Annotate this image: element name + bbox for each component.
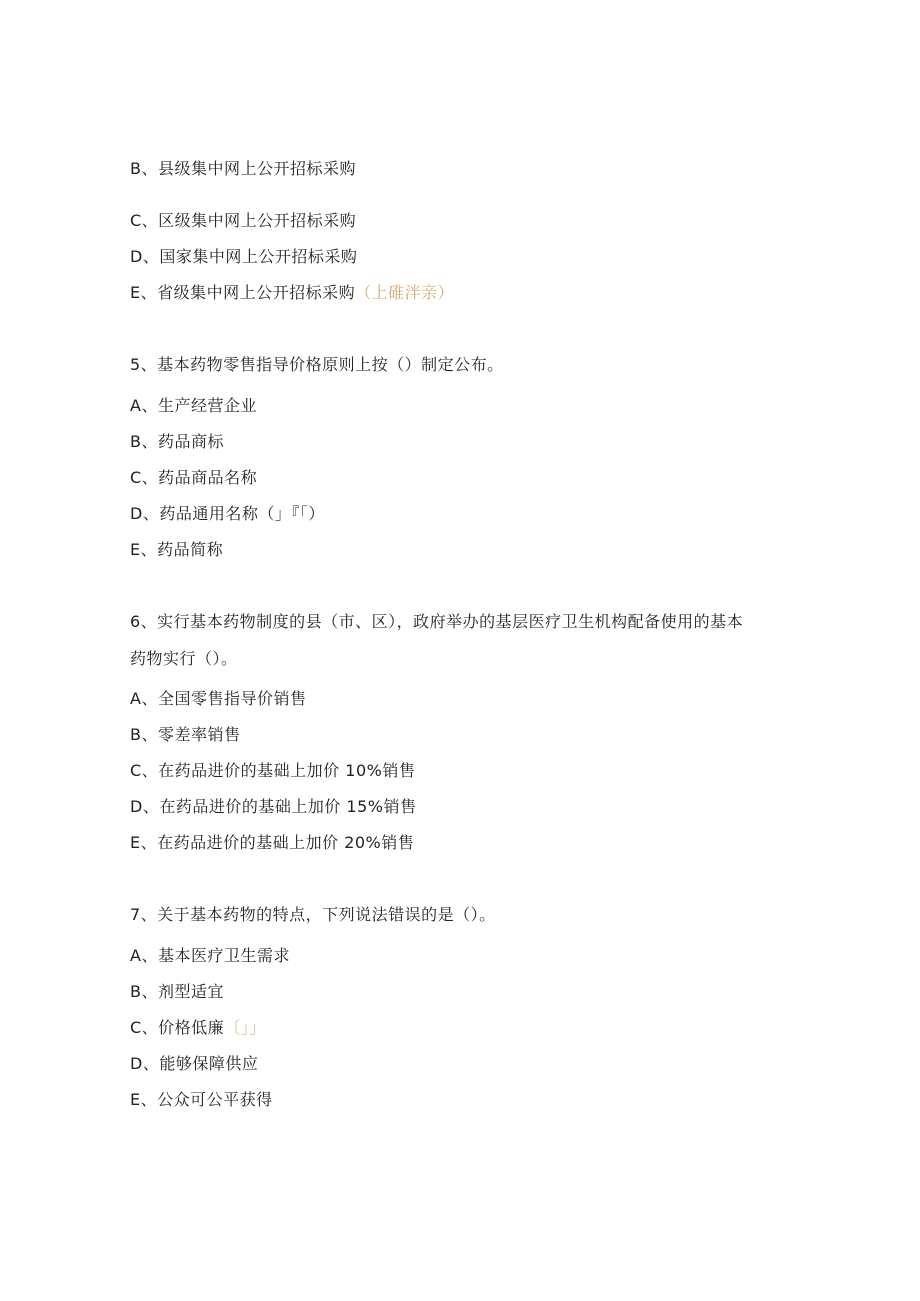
q5-option-d: D、药品通用名称（」『「） xyxy=(130,504,325,523)
q7-option-b: B、剂型适宜 xyxy=(130,982,224,1001)
q7-option-a: A、基本医疗卫生需求 xyxy=(130,946,290,965)
q7-option-e: E、公众可公平获得 xyxy=(130,1090,273,1109)
option-e-prev: E、省级集中网上公开招标采购（上碓泮亲） xyxy=(130,283,455,302)
q6-option-a: A、全国零售指导价销售 xyxy=(130,689,307,708)
q6-option-c: C、在药品进价的基础上加价 10%销售 xyxy=(130,761,416,780)
question-6-stem-line2: 药物实行（）。 xyxy=(130,649,238,668)
question-7-stem: 7、关于基本药物的特点，下列说法错误的是（）。 xyxy=(130,905,496,924)
q7-option-c: C、价格低廉〔」」 xyxy=(130,1018,266,1037)
question-5-stem: 5、基本药物零售指导价格原则上按（）制定公布。 xyxy=(130,355,504,374)
question-6-stem-line1: 6、实行基本药物制度的县（市、区），政府举办的基层医疗卫生机构配备使用的基本 xyxy=(130,612,744,631)
q5-option-c: C、药品商品名称 xyxy=(130,468,258,487)
q6-option-d: D、在药品进价的基础上加价 15%销售 xyxy=(130,797,417,816)
q5-option-b: B、药品商标 xyxy=(130,432,224,451)
q7-option-d: D、能够保障供应 xyxy=(130,1054,259,1073)
option-d-prev: D、国家集中网上公开招标采购 xyxy=(130,247,358,266)
option-b-prev: B、县级集中网上公开招标采购 xyxy=(130,159,356,178)
q5-option-a: A、生产经营企业 xyxy=(130,396,257,415)
q6-option-e: E、在药品进价的基础上加价 20%销售 xyxy=(130,833,415,852)
q6-option-b: B、零差率销售 xyxy=(130,725,241,744)
q5-option-e: E、药品简称 xyxy=(130,540,224,559)
handwritten-mark: 〔」」 xyxy=(224,1018,266,1037)
handwritten-mark: （上碓泮亲） xyxy=(355,283,455,302)
option-c-prev: C、区级集中网上公开招标采购 xyxy=(130,211,357,230)
